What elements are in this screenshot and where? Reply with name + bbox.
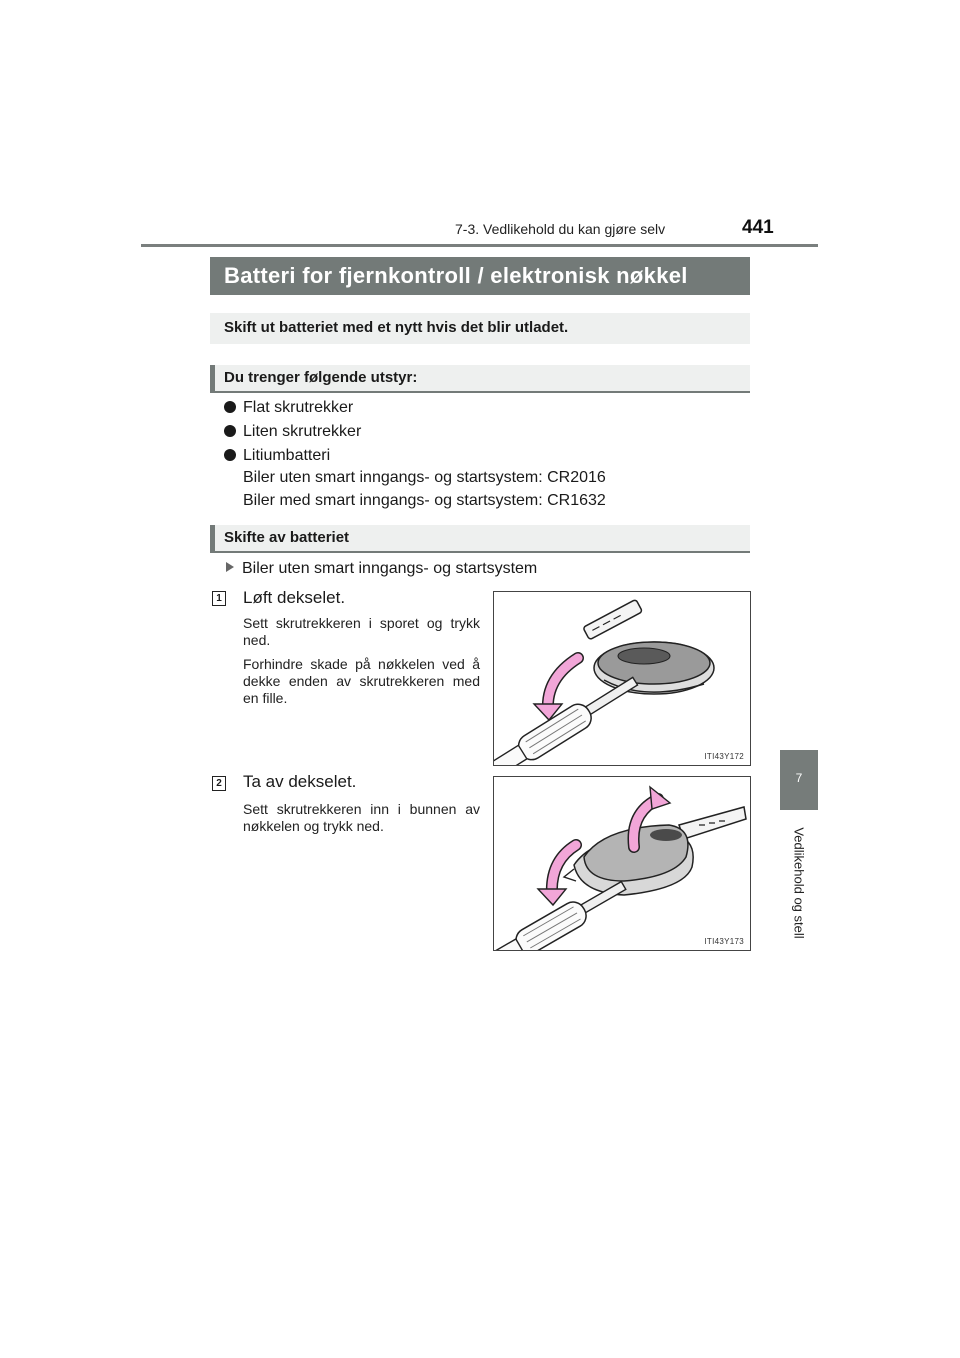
bullet-icon xyxy=(224,425,236,437)
triangle-marker-icon xyxy=(226,562,234,572)
figure-remove-cover xyxy=(493,776,751,951)
figure-lift-cover xyxy=(493,591,751,766)
replacement-heading xyxy=(210,525,750,553)
step-title: Ta av dekselet. xyxy=(243,772,357,791)
step-number-badge: 2 xyxy=(212,776,226,791)
equipment-heading-text: Du trenger følgende utstyr: xyxy=(224,369,418,386)
battery-note: Biler uten smart inngangs- og startsystem: CR2016 xyxy=(243,469,606,486)
equipment-item: Liten skrutrekker xyxy=(224,423,361,441)
battery-note: Biler med smart inngangs- og startsystem: CR1632 xyxy=(243,492,606,509)
key-blade xyxy=(679,807,746,839)
key-blade xyxy=(583,599,643,640)
step-note: Sett skrutrekkeren i sporet og trykk ned. xyxy=(243,615,480,648)
bullet-icon xyxy=(224,401,236,413)
key-remove-illustration xyxy=(494,777,750,950)
screwdriver xyxy=(494,671,642,765)
equipment-heading xyxy=(210,365,750,393)
bullet-icon xyxy=(224,449,236,461)
figure-code: ITI43Y172 xyxy=(704,752,744,761)
chapter-tab-label-text: Vedlikehold og stell xyxy=(791,827,807,939)
key-head xyxy=(594,642,714,694)
lead-box xyxy=(210,313,750,344)
step-note: Sett skrutrekkeren inn i bunnen av nøkkelen og trykk ned. xyxy=(243,801,480,834)
page-number: 441 xyxy=(742,217,774,238)
figure-code: ITI43Y173 xyxy=(704,937,744,946)
equipment-item: Litiumbatteri xyxy=(224,447,330,465)
lead-text: Skift ut batteriet med et nytt hvis det blir utladet. xyxy=(224,319,569,336)
header-rule xyxy=(141,244,818,247)
page-title: Batteri for fjernkontroll / elektronisk nøkkel xyxy=(224,263,688,288)
step-title: Løft dekselet. xyxy=(243,588,346,607)
replacement-heading-text: Skifte av batteriet xyxy=(224,529,350,546)
page-title-bar xyxy=(210,257,750,295)
key-lift-illustration xyxy=(494,592,750,765)
variant-line: Biler uten smart inngangs- og startsystem xyxy=(226,560,537,578)
chapter-tab-number: 7 xyxy=(780,750,818,810)
chapter-tab-label xyxy=(780,818,818,948)
step-note: Forhindre skade på nøkkelen ved å dekke enden av skrutrekkeren med en fille. xyxy=(243,656,480,706)
step-number-badge: 1 xyxy=(212,591,226,606)
equipment-item: Flat skrutrekker xyxy=(224,399,353,417)
running-header-section: 7-3. Vedlikehold du kan gjøre selv xyxy=(455,221,666,237)
